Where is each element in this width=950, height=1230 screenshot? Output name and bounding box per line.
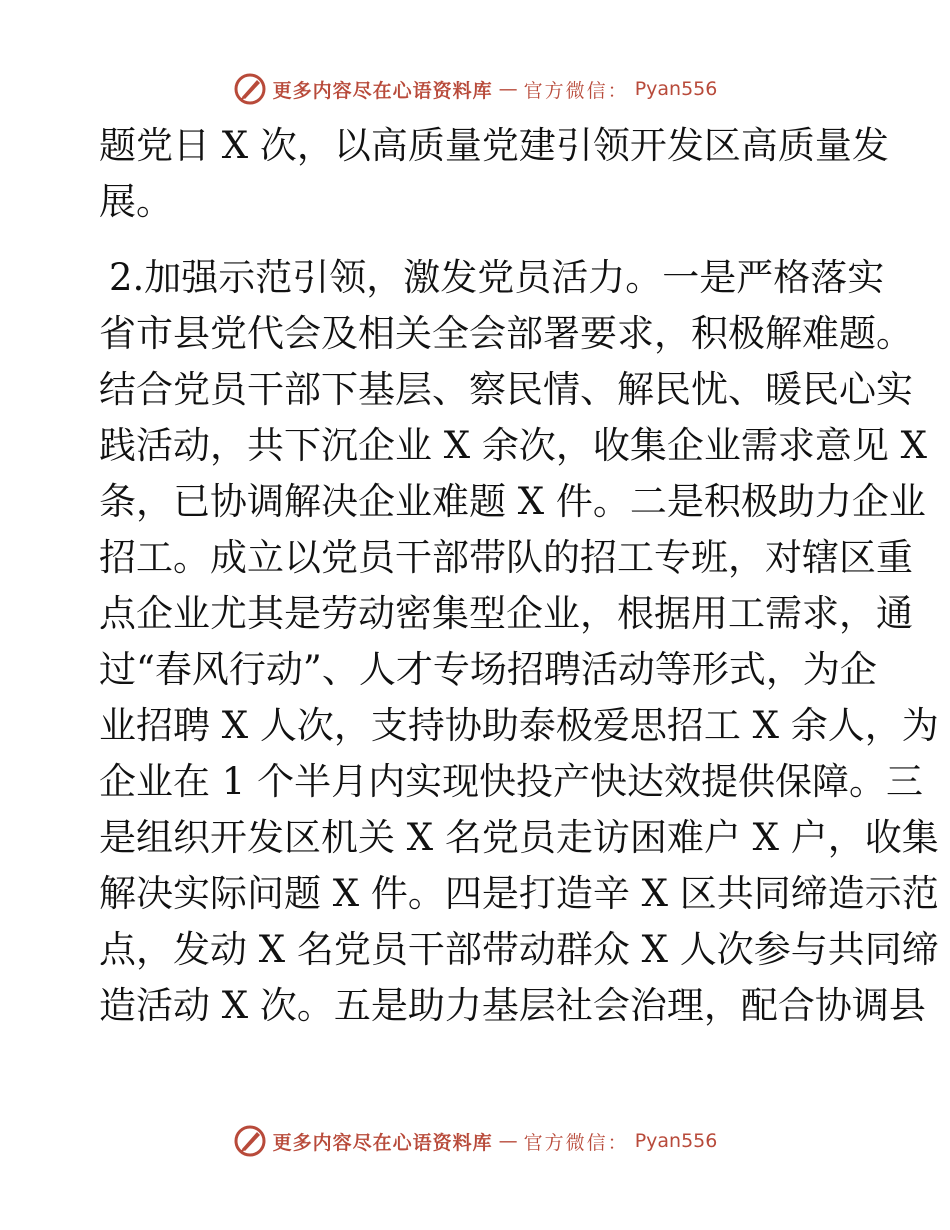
watermark-dash: — — [498, 78, 518, 100]
text-line: 践活动，共下沉企业 X 余次，收集企业需求意见 X — [99, 424, 927, 467]
text-line: 结合党员干部下基层、察民情、解民忧、暖民心实 — [99, 368, 913, 411]
watermark-sub-text: 官方微信： — [523, 79, 629, 102]
text-line: 解决实际问题 X 件。四是打造辛 X 区共同缔造示范 — [99, 872, 939, 915]
text-line: 造活动 X 次。五是助力基层社会治理，配合协调县 — [99, 984, 926, 1027]
text-line: 过“春风行动”、人才专场招聘活动等形式，为企 — [99, 648, 877, 691]
text-line: 题党日 X 次，以高质量党建引领开发区高质量发 — [99, 124, 889, 167]
document-body — [99, 118, 939, 1034]
watermark-dash: — — [498, 1130, 518, 1152]
text-line: 展。 — [99, 180, 173, 223]
watermark-sub-text: 官方微信： — [523, 1131, 629, 1154]
text-line: 业招聘 X 人次，支持协助泰极爱思招工 X 余人，为 — [99, 704, 939, 747]
quill-logo-icon — [233, 1124, 267, 1158]
text-line: 企业在 1 个半月内实现快投产快达效提供保障。三 — [99, 760, 924, 803]
text-line: 条，已协调解决企业难题 X 件。二是积极助力企业 — [99, 480, 926, 523]
text-line: 是组织开发区机关 X 名党员走访困难户 X 户，收集 — [99, 816, 939, 859]
quill-logo-icon — [233, 72, 267, 106]
text-line: 点，发动 X 名党员干部带动群众 X 人次参与共同缔 — [99, 928, 939, 971]
watermark-id-text: Pyan556 — [634, 1130, 718, 1152]
text-line: 招工。成立以党员干部带队的招工专班，对辖区重 — [99, 536, 913, 579]
watermark-main-text: 更多内容尽在心语资料库 — [272, 79, 493, 102]
watermark-main-text: 更多内容尽在心语资料库 — [272, 1131, 493, 1154]
paragraph-2 — [99, 250, 939, 1034]
text-line: 2.加强示范引领，激发党员活力。一是严格落实 — [109, 256, 885, 299]
text-line: 省市县党代会及相关全会部署要求，积极解难题。 — [99, 312, 913, 355]
paragraph-gap — [99, 230, 859, 250]
paragraph-1 — [99, 118, 889, 230]
text-line: 点企业尤其是劳动密集型企业，根据用工需求，通 — [99, 592, 913, 635]
header-watermark — [0, 72, 950, 106]
footer-watermark — [0, 1124, 950, 1158]
watermark-id-text: Pyan556 — [634, 78, 718, 100]
